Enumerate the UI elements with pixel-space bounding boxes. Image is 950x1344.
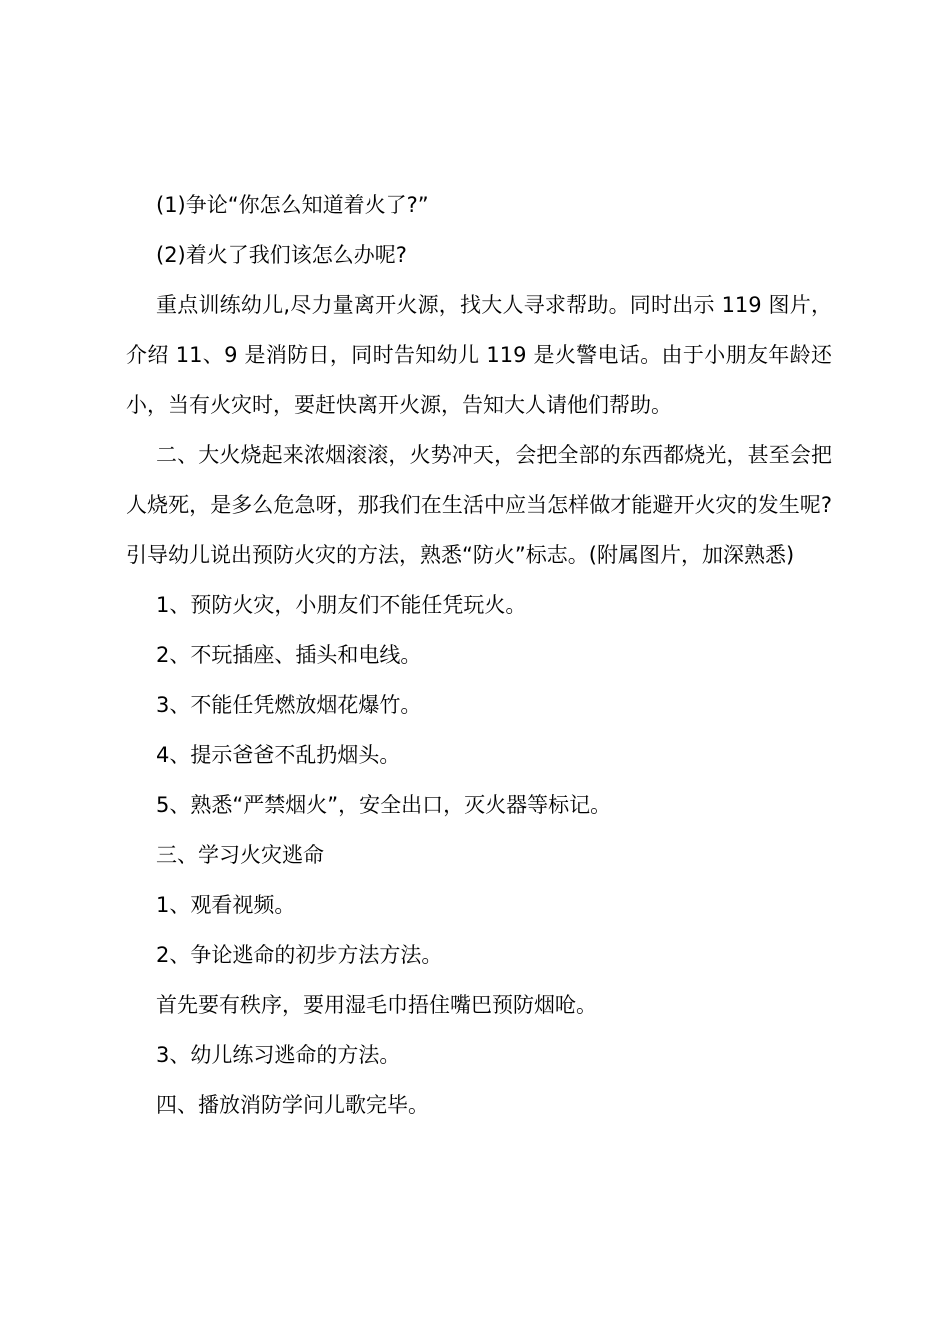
paragraph-training: 重点训练幼儿,尽力量离开火源，找大人寻求帮助。同时出示 119 图片，介绍 11、9 是消防日，同时告知幼儿 119 是火警电话。由于小朋友年龄还小，当有火灾时，要赶快离开火源，告知大人请他们帮助。 — [126, 293, 832, 417]
list-item-2: 2、不玩插座、插头和电线。 — [156, 643, 422, 667]
list-item-5: 5、熟悉“严禁烟火”，安全出口，灭火器等标记。 — [156, 793, 612, 817]
document-body — [126, 180, 832, 1130]
paragraph-section-2: 二、大火烧起来浓烟滚滚，火势冲天，会把全部的东西都烧光，甚至会把人烧死，是多么危急呀，那我们在生活中应当怎样做才能避开火灾的发生呢?引导幼儿说出预防火灾的方法，熟悉“防火”标志。(附属图片，加深熟悉) — [126, 443, 832, 567]
escape-item-3: 3、幼儿练习逃命的方法。 — [156, 1043, 401, 1067]
section-heading-4: 四、播放消防学问儿歌完毕。 — [156, 1093, 429, 1117]
escape-item-2: 2、争论逃命的初步方法方法。 — [156, 943, 443, 967]
escape-item-1: 1、观看视频。 — [156, 893, 296, 917]
section-heading-3: 三、学习火灾逃命 — [156, 843, 324, 867]
list-item-1: 1、预防火灾，小朋友们不能任凭玩火。 — [156, 593, 527, 617]
list-item-3: 3、不能任凭燃放烟花爆竹。 — [156, 693, 422, 717]
list-item-4: 4、提示爸爸不乱扔烟头。 — [156, 743, 401, 767]
escape-note: 首先要有秩序，要用湿毛巾捂住嘴巴预防烟呛。 — [156, 993, 597, 1017]
paragraph-discussion-2: (2)着火了我们该怎么办呢? — [156, 243, 407, 267]
paragraph-discussion-1: (1)争论“你怎么知道着火了?” — [156, 193, 429, 217]
